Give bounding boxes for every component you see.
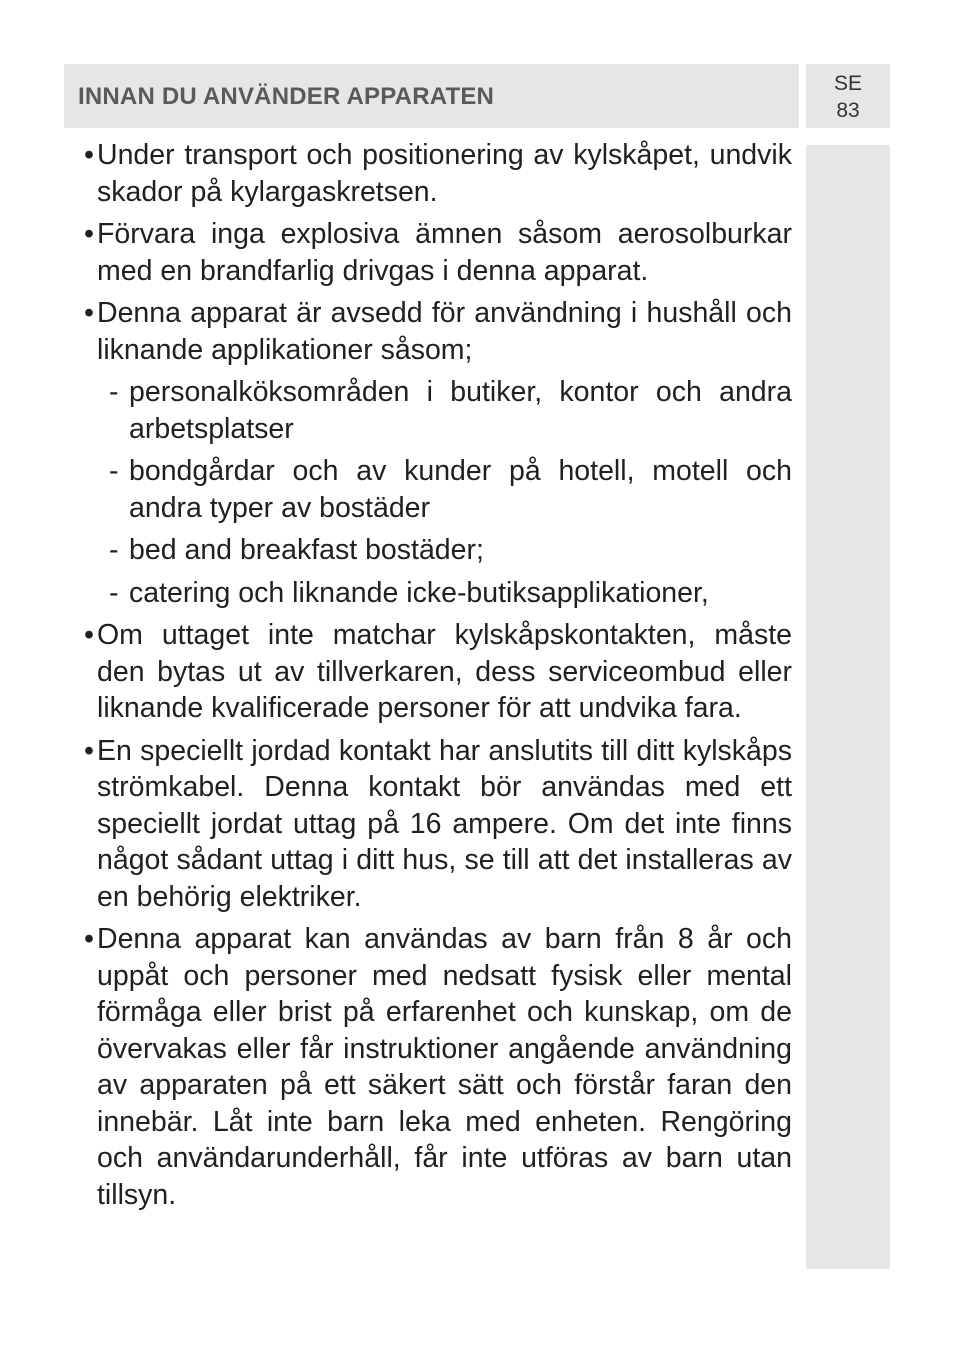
list-item [84, 295, 792, 368]
list-item [84, 921, 792, 1213]
list-item-text: Denna apparat är avsedd för användning i hushåll och liknande applikationer såsom; [97, 297, 792, 366]
sub-item-text: bed and breakfast bostäder; [129, 534, 484, 566]
list-item [84, 137, 792, 210]
bullet-icon: • [84, 297, 94, 329]
instruction-list [84, 137, 792, 1219]
list-item [84, 733, 792, 916]
side-strip [806, 145, 890, 1269]
language-page-tab [806, 64, 890, 128]
list-item-text: Om uttaget inte matchar kylskåpskontakten, måste den bytas ut av tillverkaren, dess serviceombud eller liknande kvalificerade personer för att undvika fara. [97, 619, 792, 724]
dash-icon: - [109, 576, 119, 609]
dash-icon: - [109, 376, 119, 408]
list-item [84, 216, 792, 289]
sub-list-item [84, 453, 792, 526]
sub-item-text: personalköksområden i butiker, kontor och andra arbetsplatser [129, 376, 792, 445]
bullet-icon: • [84, 734, 94, 767]
list-item-text: En speciellt jordad kontakt har anslutits till ditt kylskåps strömkabel. Denna kontakt bör användas med ett speciellt jordat uttag på 16 ampere. Om det inte finns något sådant uttag i ditt hus, se till att det installeras av en behörig elektriker. [97, 734, 792, 913]
bullet-icon: • [84, 923, 94, 955]
section-header [64, 64, 799, 128]
list-item-text: Under transport och positionering av kylskåpet, undvik skador på kylargaskretsen. [97, 139, 792, 208]
page-number: 83 [836, 99, 860, 122]
language-code: SE [833, 72, 862, 95]
list-item-text: Denna apparat kan användas av barn från 8 år och uppåt och personer med nedsatt fysisk eller mental förmåga eller brist på erfarenhet och kunskap, om de övervakas eller får instruktioner angående användning av apparaten på ett säkert sätt och förstår faran den innebär. Låt inte barn leka med enheten. Rengöring och användarunderhåll, får inte utföras av barn utan tillsyn. [97, 923, 792, 1211]
list-item [84, 617, 792, 727]
dash-icon: - [109, 455, 119, 487]
bullet-icon: • [84, 139, 94, 171]
dash-icon: - [109, 534, 119, 566]
sub-item-text: catering och liknande icke-butiksapplikationer, [129, 576, 709, 609]
bullet-icon: • [84, 619, 94, 651]
sub-list-item [84, 374, 792, 447]
sub-list-item [84, 575, 792, 612]
sub-list-item [84, 532, 792, 569]
section-title: INNAN DU ANVÄNDER APPARATEN [78, 83, 495, 110]
list-item-text: Förvara inga explosiva ämnen såsom aerosolburkar med en brandfarlig drivgas i denna apparat. [97, 218, 792, 287]
sub-item-text: bondgårdar och av kunder på hotell, motell och andra typer av bostäder [129, 455, 792, 524]
bullet-icon: • [84, 218, 94, 250]
